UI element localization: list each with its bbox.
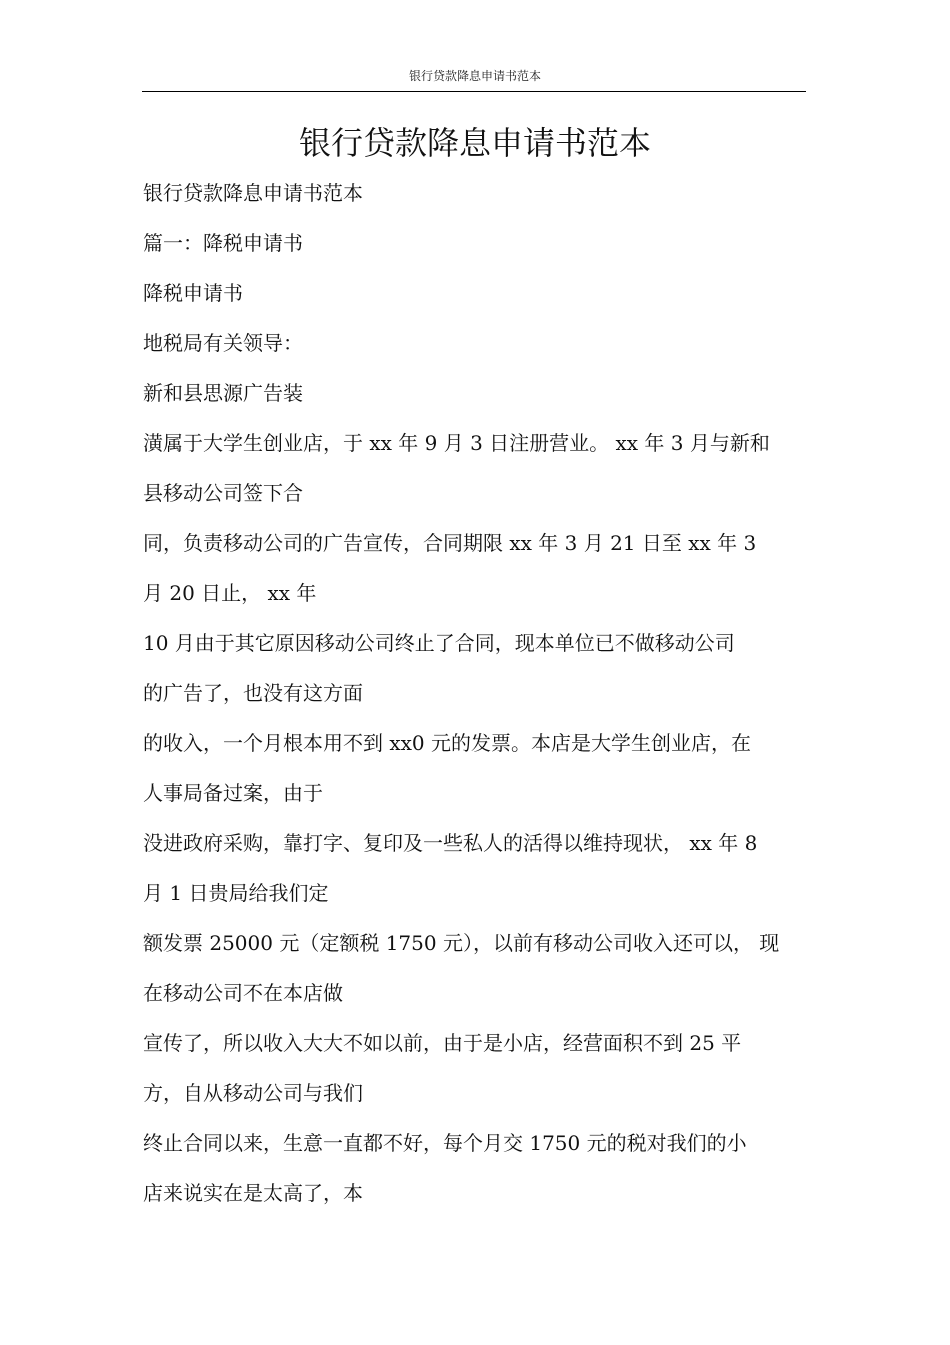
body-line: 月 20 日止， xx 年 — [143, 581, 317, 605]
body-line: 银行贷款降息申请书范本 — [143, 181, 363, 205]
body-line: 县移动公司签下合 — [143, 481, 303, 505]
body-line: 方，自从移动公司与我们 — [143, 1081, 363, 1105]
body-line: 人事局备过案，由于 — [143, 781, 323, 805]
body-line: 10 月由于其它原因移动公司终止了合同，现本单位已不做移动公司 — [143, 631, 735, 655]
body-line: 在移动公司不在本店做 — [143, 981, 343, 1005]
body-line: 同，负责移动公司的广告宣传，合同期限 xx 年 3 月 21 日至 xx 年 3 — [143, 531, 757, 555]
body-line: 篇一：降税申请书 — [143, 231, 303, 255]
body-line: 宣传了，所以收入大大不如以前，由于是小店，经营面积不到 25 平 — [143, 1031, 742, 1055]
body-line: 店来说实在是太高了，本 — [143, 1181, 363, 1205]
document-body — [143, 176, 808, 1226]
document-title: 银行贷款降息申请书范本 — [298, 124, 651, 162]
body-line: 的广告了，也没有这方面 — [143, 681, 363, 705]
body-line: 潢属于大学生创业店，于 xx 年 9 月 3 日注册营业。 xx 年 3 月与新和 — [143, 431, 770, 455]
body-line: 月 1 日贵局给我们定 — [143, 881, 329, 905]
body-line: 没进政府采购，靠打字、复印及一些私人的活得以维持现状， xx 年 8 — [143, 831, 758, 855]
body-line: 额发票 25000 元（定额税 1750 元），以前有移动公司收入还可以， 现 — [143, 931, 780, 955]
header-divider — [142, 91, 806, 92]
body-line: 地税局有关领导： — [143, 331, 303, 355]
body-line: 新和县思源广告装 — [143, 381, 303, 405]
body-line: 终止合同以来，生意一直都不好，每个月交 1750 元的税对我们的小 — [143, 1131, 747, 1155]
body-line: 降税申请书 — [143, 281, 243, 305]
running-header: 银行贷款降息申请书范本 — [408, 69, 541, 83]
body-line: 的收入，一个月根本用不到 xx0 元的发票。本店是大学生创业店，在 — [143, 731, 751, 755]
